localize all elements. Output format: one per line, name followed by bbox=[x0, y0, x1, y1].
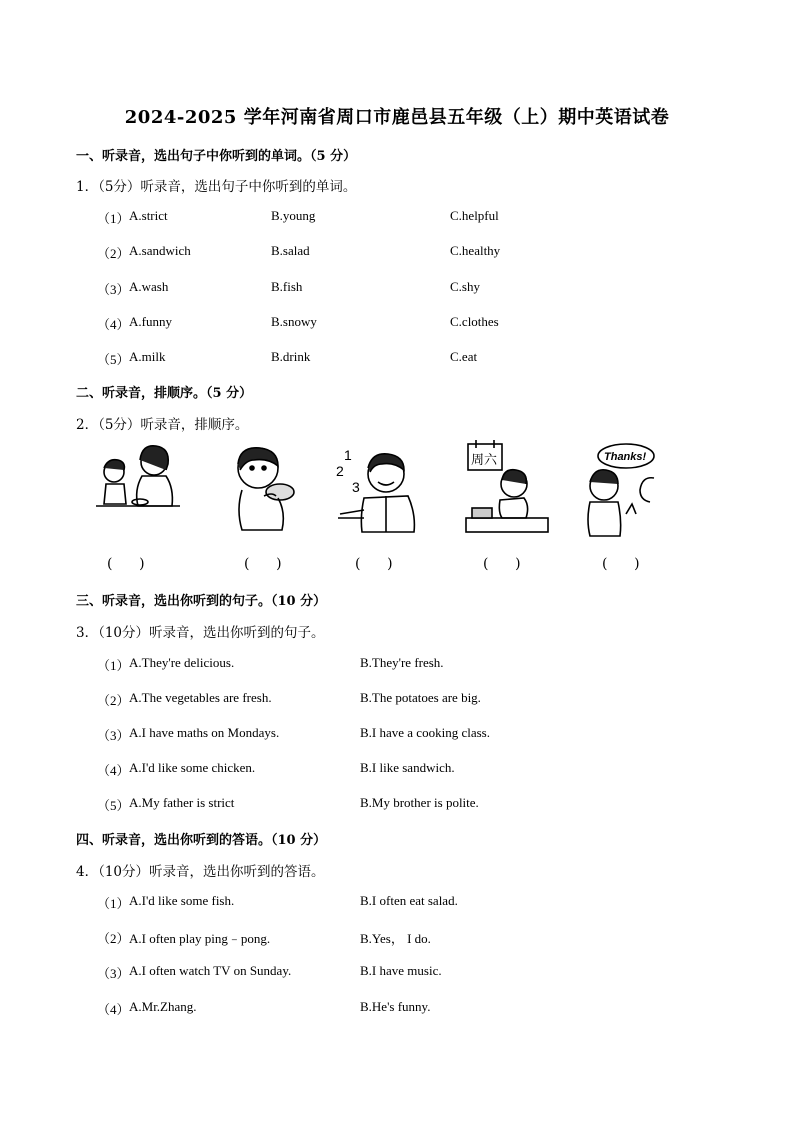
option-a: A.sandwich bbox=[129, 243, 191, 258]
answer-bracket-2[interactable]: ( ) bbox=[244, 556, 282, 572]
item-number: （1） bbox=[97, 211, 130, 226]
option-c: C.eat bbox=[450, 349, 478, 364]
option-c: C.shy bbox=[450, 279, 480, 294]
option-b: B.young bbox=[271, 208, 316, 223]
item-number: （3） bbox=[97, 282, 130, 297]
count-number-2: 2 bbox=[336, 463, 344, 479]
item-number: （3） bbox=[97, 966, 130, 981]
item-number: （1） bbox=[97, 658, 130, 673]
question-4-item-1 bbox=[0, 893, 794, 913]
thanks-bubble-text: Thanks! bbox=[604, 451, 647, 463]
option-a: A.I'd like some chicken. bbox=[129, 760, 256, 775]
question-3-prompt: 3．（10分）听录音，选出你听到的句子。 bbox=[76, 625, 325, 641]
option-b: B.snowy bbox=[271, 314, 317, 329]
question-3-item-1 bbox=[0, 655, 794, 675]
option-a: A.I often watch TV on Sunday. bbox=[129, 963, 292, 978]
item-number: （4） bbox=[97, 317, 130, 332]
option-a: A.strict bbox=[129, 208, 168, 223]
option-b: B.I have music. bbox=[360, 963, 442, 978]
answer-bracket-3[interactable]: ( ) bbox=[355, 556, 393, 572]
question-1-prompt: 1．（5分）听录音，选出句子中你听到的单词。 bbox=[76, 179, 357, 195]
section-4-heading: 四、听录音，选出你听到的答语。（10 分） bbox=[76, 833, 327, 848]
question-4-item-2 bbox=[0, 928, 794, 948]
section-1-heading: 一、听录音，选出句子中你听到的单词。（5 分） bbox=[76, 149, 357, 164]
option-c: C.healthy bbox=[450, 243, 501, 258]
boy-at-desk-picture bbox=[462, 440, 552, 536]
picture-strip bbox=[0, 440, 794, 540]
option-a: A.milk bbox=[129, 349, 166, 364]
option-b: B.My brother is polite. bbox=[360, 795, 479, 810]
option-b: B.drink bbox=[271, 349, 311, 364]
option-c: C.helpful bbox=[450, 208, 499, 223]
option-b: B.salad bbox=[271, 243, 310, 258]
option-a: A.I often play ping﹣pong. bbox=[129, 931, 271, 946]
option-b: B.I have a cooking class. bbox=[360, 725, 490, 740]
count-number-3: 3 bbox=[352, 479, 360, 495]
answer-bracket-1[interactable]: ( ) bbox=[107, 556, 145, 572]
question-3-item-2 bbox=[0, 690, 794, 710]
option-a: A.I'd like some fish. bbox=[129, 893, 235, 908]
question-4-item-3 bbox=[0, 963, 794, 983]
question-1-item-4 bbox=[0, 314, 794, 334]
question-1-item-2 bbox=[0, 243, 794, 263]
question-2-prompt: 2．（5分）听录音，排顺序。 bbox=[76, 417, 249, 433]
option-b: B.He's funny. bbox=[360, 999, 431, 1014]
option-a: A.They're delicious. bbox=[129, 655, 235, 670]
section-2-heading: 二、听录音，排顺序。（5 分） bbox=[76, 386, 253, 401]
option-b: B.Yes， I do. bbox=[360, 931, 431, 946]
mother-child-picture bbox=[96, 440, 180, 522]
calendar-text: 周六 bbox=[471, 453, 498, 468]
option-b: B.The potatoes are big. bbox=[360, 690, 481, 705]
option-c: C.clothes bbox=[450, 314, 499, 329]
option-a: A.wash bbox=[129, 279, 169, 294]
section-3-heading: 三、听录音，选出你听到的句子。（10 分） bbox=[76, 594, 327, 609]
option-a: A.funny bbox=[129, 314, 172, 329]
question-1-item-5 bbox=[0, 349, 794, 369]
question-3-item-4 bbox=[0, 760, 794, 780]
option-a: A.My father is strict bbox=[129, 795, 235, 810]
item-number: （2） bbox=[97, 246, 130, 261]
item-number: （2） bbox=[97, 931, 130, 946]
option-b: B.They're fresh. bbox=[360, 655, 444, 670]
item-number: （4） bbox=[97, 1002, 130, 1017]
option-a: A.Mr.Zhang. bbox=[129, 999, 197, 1014]
option-b: B.I often eat salad. bbox=[360, 893, 458, 908]
option-b: B.I like sandwich. bbox=[360, 760, 455, 775]
exam-title: 2024-2025 学年河南省周口市鹿邑县五年级（上）期中英语试卷 bbox=[124, 107, 670, 128]
answer-brackets bbox=[0, 556, 794, 576]
option-a: A.The vegetables are fresh. bbox=[129, 690, 272, 705]
answer-bracket-5[interactable]: ( ) bbox=[602, 556, 640, 572]
item-number: （2） bbox=[97, 693, 130, 708]
question-3-item-3 bbox=[0, 725, 794, 745]
item-number: （5） bbox=[97, 352, 130, 367]
question-1-item-3 bbox=[0, 279, 794, 299]
count-number-1: 1 bbox=[344, 447, 352, 463]
item-number: （1） bbox=[97, 896, 130, 911]
question-4-item-4 bbox=[0, 999, 794, 1019]
kids-thanks-picture bbox=[584, 440, 658, 538]
question-1-item-1 bbox=[0, 208, 794, 228]
answer-bracket-4[interactable]: ( ) bbox=[483, 556, 521, 572]
man-counting-picture bbox=[334, 440, 420, 536]
item-number: （4） bbox=[97, 763, 130, 778]
boy-eating-picture bbox=[232, 440, 302, 532]
option-a: A.I have maths on Mondays. bbox=[129, 725, 280, 740]
question-3-item-5 bbox=[0, 795, 794, 815]
item-number: （5） bbox=[97, 798, 130, 813]
question-4-prompt: 4．（10分）听录音，选出你听到的答语。 bbox=[76, 864, 325, 880]
item-number: （3） bbox=[97, 728, 130, 743]
option-b: B.fish bbox=[271, 279, 303, 294]
